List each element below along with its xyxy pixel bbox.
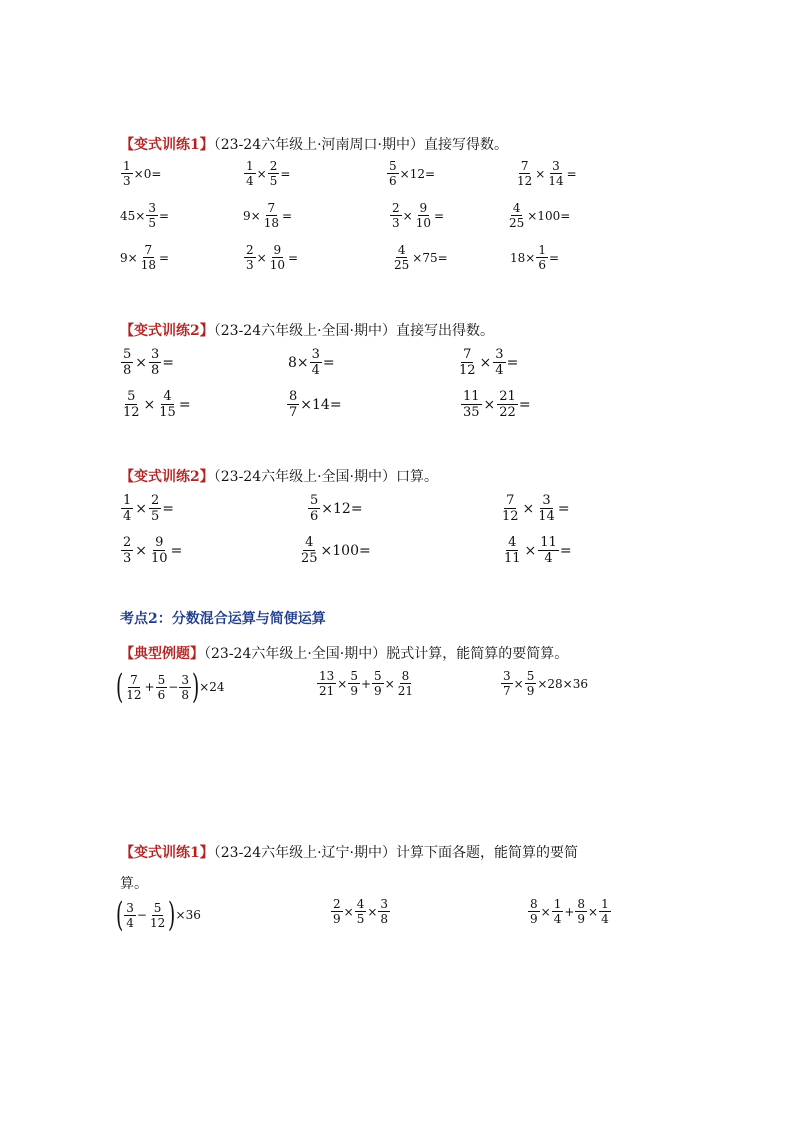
fraction (124, 674, 143, 701)
fraction (156, 674, 168, 701)
fraction-numerator: 4 (305, 535, 314, 550)
fraction-numerator: 3 (503, 669, 511, 683)
section3-text: （23-24六年级上·全国·期中）口算。 (213, 469, 439, 485)
fraction (355, 898, 367, 925)
fraction-denominator: 3 (123, 551, 132, 566)
fraction (121, 160, 133, 187)
fraction (497, 390, 518, 419)
section5-title (120, 842, 578, 862)
fraction-denominator: 22 (499, 405, 516, 420)
fraction-numerator: 3 (151, 347, 160, 362)
section5-text: （23-24六年级上·辽宁·期中）计算下面各题，能简算的要简 (213, 845, 579, 861)
fraction-numerator: 5 (153, 900, 162, 915)
fraction (262, 202, 281, 229)
fraction-numerator: 8 (530, 897, 538, 911)
fraction-numerator: 1 (246, 159, 254, 173)
fraction (390, 202, 402, 229)
fraction-numerator: 1 (123, 159, 131, 173)
fraction-denominator: 15 (159, 405, 176, 420)
fraction-numerator: 2 (151, 493, 160, 508)
fraction-denominator: 4 (601, 912, 609, 926)
fraction (244, 244, 256, 271)
fraction-denominator: 4 (126, 915, 134, 930)
fraction-denominator: 8 (380, 912, 389, 926)
fraction-denominator: 7 (503, 684, 511, 698)
operator-text: ×100= (320, 542, 371, 559)
operator-text: = (280, 166, 291, 181)
section2-text: （23-24六年级上·全国·期中）直接写出得数。 (213, 323, 495, 339)
fraction (268, 244, 287, 271)
fraction-denominator: 8 (181, 687, 189, 702)
fraction-numerator: 4 (508, 535, 517, 550)
operator-text: ×28×36 (537, 676, 588, 691)
fraction (308, 494, 320, 523)
operator-text: × (588, 904, 599, 919)
section4-text: （23-24六年级上·全国·期中）脱式计算，能简算的要简算。 (204, 646, 569, 662)
operator-text: × (522, 500, 535, 517)
operator-text: = (162, 354, 175, 371)
operator-text: × (402, 208, 413, 223)
fraction (502, 536, 523, 565)
operator-text: × (524, 542, 537, 559)
operator-text: 8× (288, 354, 309, 371)
s2-r1-e2 (288, 348, 335, 377)
fraction-denominator: 9 (530, 912, 538, 926)
fraction-numerator: 3 (126, 900, 134, 915)
fraction (124, 902, 136, 929)
operator-text: × (256, 166, 267, 181)
operator-text: × (135, 354, 148, 371)
fraction-numerator: 7 (463, 347, 472, 362)
fraction-numerator: 21 (499, 389, 516, 404)
operator-text: + (144, 680, 155, 694)
fraction-denominator: 4 (553, 912, 562, 926)
section2-tag: 【变式训练2】 (120, 323, 214, 339)
operator-text: × (135, 542, 148, 559)
fraction-denominator: 5 (148, 216, 156, 230)
s2-r1-e1 (120, 348, 174, 377)
fraction-denominator: 10 (269, 258, 285, 272)
operator-text: × (367, 904, 378, 919)
fraction-denominator: 8 (123, 363, 132, 378)
fraction (536, 244, 548, 271)
fraction-numerator: 4 (397, 243, 406, 257)
fraction-numerator: 5 (389, 159, 397, 173)
s2-r2-e3 (460, 390, 531, 419)
section3-tag: 【变式训练2】 (120, 469, 214, 485)
fraction (538, 536, 559, 565)
fraction-denominator: 3 (392, 216, 400, 230)
kaodian-heading: 考点2：分数混合运算与简便运算 (120, 611, 326, 627)
fraction-denominator: 6 (538, 258, 546, 272)
fraction-denominator: 8 (151, 363, 160, 378)
fraction-numerator: 5 (157, 672, 166, 687)
s1-r2-e3 (389, 202, 444, 229)
operator-text: × (384, 676, 395, 691)
fraction-denominator: 9 (333, 912, 341, 926)
fraction-denominator: 18 (263, 216, 279, 230)
operator-text: = (170, 542, 183, 559)
fraction-denominator: 25 (394, 258, 410, 272)
fraction-numerator: 2 (123, 535, 132, 550)
fraction (372, 670, 384, 697)
fraction-numerator: 1 (538, 243, 546, 257)
fraction (317, 670, 336, 697)
fraction (121, 390, 142, 419)
fraction-numerator: 3 (148, 201, 156, 215)
operator-text: + (564, 904, 575, 919)
fraction-numerator: 9 (419, 201, 428, 215)
fraction (493, 348, 505, 377)
fraction-denominator: 14 (548, 174, 564, 188)
fraction (146, 202, 158, 229)
s2-r2-e1 (120, 390, 191, 419)
operator-text: × (540, 904, 551, 919)
fraction-denominator: 25 (509, 216, 525, 230)
section1-text: （23-24六年级上·河南周口·期中）直接写得数。 (213, 137, 509, 153)
s3-r2-e3 (501, 536, 572, 565)
fraction (396, 670, 415, 697)
fraction-numerator: 5 (123, 347, 132, 362)
fraction-denominator: 5 (151, 509, 160, 524)
operator-text: × (483, 396, 496, 413)
fraction-denominator: 3 (246, 258, 254, 272)
section4-title (120, 643, 568, 663)
fraction-numerator: 11 (540, 535, 557, 550)
operator-text: = (506, 354, 519, 371)
fraction (139, 244, 158, 271)
fraction-numerator: 5 (526, 669, 535, 683)
fraction-denominator: 35 (463, 405, 480, 420)
fraction-denominator: 21 (319, 684, 335, 698)
fraction (179, 674, 191, 701)
fraction-denominator: 3 (123, 174, 131, 188)
s1-r3-e3 (391, 244, 448, 271)
fraction-denominator: 12 (517, 174, 533, 188)
operator-text: ×75= (412, 250, 448, 265)
operator-text: × (513, 676, 524, 691)
s3-r2-e1 (120, 536, 182, 565)
fraction-denominator: 12 (459, 363, 476, 378)
fraction (525, 670, 537, 697)
fraction (507, 202, 526, 229)
operator-text: ×14= (300, 396, 342, 413)
operator-text: = (162, 500, 175, 517)
fraction-denominator: 9 (577, 912, 586, 926)
operator-text: = (322, 354, 335, 371)
s5-problem1 (115, 895, 201, 935)
s3-r2-e2 (298, 536, 371, 565)
fraction-denominator: 9 (526, 684, 535, 698)
fraction-denominator: 4 (495, 363, 504, 378)
fraction-denominator: 21 (397, 684, 414, 698)
fraction-numerator: 9 (273, 243, 282, 257)
fraction (575, 898, 587, 925)
s3-r1-e1 (120, 494, 174, 523)
operator-text: ×12= (321, 500, 363, 517)
fraction-numerator: 3 (181, 672, 189, 687)
s2-r2-e2 (286, 390, 342, 419)
fraction-numerator: 5 (374, 669, 382, 683)
operator-text: = (518, 396, 531, 413)
operator-text: = (559, 542, 572, 559)
section1-title (120, 134, 508, 154)
fraction-numerator: 5 (350, 669, 358, 683)
fraction-numerator: 4 (512, 201, 521, 215)
fraction-numerator: 7 (267, 201, 276, 215)
fraction (299, 536, 320, 565)
operator-text: ×12= (399, 166, 436, 181)
fraction-numerator: 3 (495, 347, 504, 362)
operator-text: = (178, 396, 191, 413)
fraction (528, 898, 540, 925)
section4-tag: 【典型例题】 (120, 646, 204, 662)
fraction (287, 390, 299, 419)
fraction-numerator: 7 (506, 493, 515, 508)
operator-text: ×36 (175, 908, 201, 922)
fraction-numerator: 1 (601, 897, 609, 911)
fraction-denominator: 4 (246, 174, 254, 188)
operator-text: 9× (243, 208, 261, 223)
fraction-numerator: 7 (130, 672, 138, 687)
operator-text: = (287, 250, 299, 265)
fraction (599, 898, 611, 925)
fraction (148, 902, 167, 929)
fraction-denominator: 11 (504, 551, 521, 566)
operator-text: = (548, 250, 560, 265)
operator-text: − (136, 908, 147, 922)
fraction-numerator: 11 (463, 389, 480, 404)
operator-text: 18× (510, 250, 536, 265)
fraction (310, 348, 322, 377)
fraction-denominator: 6 (310, 509, 319, 524)
fraction (457, 348, 478, 377)
fraction (536, 494, 557, 523)
operator-text: 45× (120, 208, 146, 223)
fraction (500, 494, 521, 523)
fraction-denominator: 7 (289, 405, 298, 420)
fraction-numerator: 3 (552, 159, 560, 173)
fraction-numerator: 3 (311, 347, 320, 362)
fraction (348, 670, 360, 697)
fraction-numerator: 8 (577, 897, 586, 911)
operator-text: = (158, 208, 170, 223)
fraction (244, 160, 256, 187)
fraction-numerator: 1 (123, 493, 132, 508)
fraction-numerator: 5 (310, 493, 319, 508)
fraction-denominator: 18 (140, 258, 156, 272)
fraction (149, 348, 161, 377)
fraction (392, 244, 411, 271)
fraction-denominator: 9 (350, 684, 358, 698)
fraction-denominator: 12 (126, 687, 142, 702)
operator-text: × (535, 166, 546, 181)
fraction-numerator: 8 (289, 389, 298, 404)
fraction (149, 536, 170, 565)
fraction (157, 390, 178, 419)
s4-problem2 (316, 670, 416, 697)
fraction (121, 494, 133, 523)
operator-text: = (281, 208, 293, 223)
fraction-numerator: 2 (269, 159, 278, 173)
fraction (331, 898, 343, 925)
operator-text: × (256, 250, 267, 265)
fraction-numerator: 2 (392, 201, 400, 215)
fraction-numerator: 9 (155, 535, 164, 550)
fraction-denominator: 10 (151, 551, 168, 566)
parenthesis: ( (115, 667, 124, 707)
fraction-numerator: 2 (246, 243, 254, 257)
fraction (387, 160, 399, 187)
fraction-numerator: 13 (319, 669, 335, 683)
fraction (268, 160, 280, 187)
s1-r3-e4 (510, 244, 559, 271)
fraction-denominator: 12 (123, 405, 140, 420)
s1-r3-e2 (243, 244, 298, 271)
fraction-numerator: 4 (356, 897, 365, 911)
fraction-numerator: 3 (542, 493, 551, 508)
fraction-numerator: 1 (553, 897, 562, 911)
operator-text: × (343, 904, 354, 919)
fraction-denominator: 25 (301, 551, 318, 566)
section3-title (120, 466, 438, 486)
parenthesis: ) (168, 895, 176, 935)
s3-r1-e3 (499, 494, 570, 523)
fraction-denominator: 4 (311, 363, 320, 378)
s1-r2-e2 (243, 202, 292, 229)
s1-r3-e1 (120, 244, 169, 271)
s1-r1-e3 (386, 160, 435, 187)
fraction (546, 160, 565, 187)
fraction (414, 202, 433, 229)
fraction (501, 670, 513, 697)
s4-problem3 (500, 670, 588, 697)
section2-title (120, 320, 494, 340)
s1-r1-e2 (243, 160, 290, 187)
operator-text: ×100= (527, 208, 571, 223)
fraction (378, 898, 390, 925)
operator-text: × (135, 500, 148, 517)
fraction (552, 898, 564, 925)
operator-text: − (168, 680, 179, 694)
s1-r1-e4 (514, 160, 577, 187)
fraction-denominator: 5 (269, 174, 278, 188)
s1-r2-e1 (120, 202, 169, 229)
operator-text: × (143, 396, 156, 413)
fraction-denominator: 12 (149, 915, 166, 930)
fraction-denominator: 4 (123, 509, 132, 524)
operator-text: = (557, 500, 570, 517)
section1-tag: 【变式训练1】 (120, 137, 214, 153)
operator-text: = (566, 166, 577, 181)
operator-text: 9× (120, 250, 138, 265)
fraction-numerator: 7 (520, 159, 529, 173)
s3-r1-e2 (307, 494, 363, 523)
fraction (461, 390, 482, 419)
fraction (149, 494, 161, 523)
fraction (121, 536, 133, 565)
fraction (515, 160, 534, 187)
fraction-denominator: 12 (502, 509, 519, 524)
section5-tag: 【变式训练1】 (120, 845, 214, 861)
fraction-denominator: 10 (415, 216, 431, 230)
s5-problem3 (527, 898, 612, 925)
operator-text: × (479, 354, 492, 371)
s1-r2-e4 (506, 202, 570, 229)
operator-text: ×24 (199, 680, 225, 694)
fraction-numerator: 4 (163, 389, 172, 404)
parenthesis: ) (191, 667, 200, 707)
s4-problem1 (115, 667, 225, 707)
s5-problem2 (330, 898, 391, 925)
fraction-denominator: 6 (389, 174, 397, 188)
operator-text: ×0= (133, 166, 162, 181)
fraction-denominator: 4 (544, 551, 553, 566)
fraction-denominator: 14 (538, 509, 555, 524)
fraction-numerator: 5 (127, 389, 136, 404)
fraction-denominator: 6 (157, 687, 166, 702)
fraction-numerator: 7 (144, 243, 153, 257)
fraction-numerator: 2 (333, 897, 341, 911)
fraction (121, 348, 133, 377)
operator-text: = (433, 208, 445, 223)
operator-text: = (158, 250, 170, 265)
fraction-numerator: 3 (380, 897, 389, 911)
operator-text: × (337, 676, 348, 691)
section5-title-cont: 算。 (120, 876, 148, 892)
fraction-numerator: 8 (401, 669, 410, 683)
parenthesis: ( (115, 895, 124, 935)
fraction-denominator: 5 (356, 912, 365, 926)
s1-r1-e1 (120, 160, 161, 187)
s2-r1-e3 (456, 348, 518, 377)
operator-text: + (360, 676, 372, 691)
fraction-denominator: 9 (374, 684, 382, 698)
